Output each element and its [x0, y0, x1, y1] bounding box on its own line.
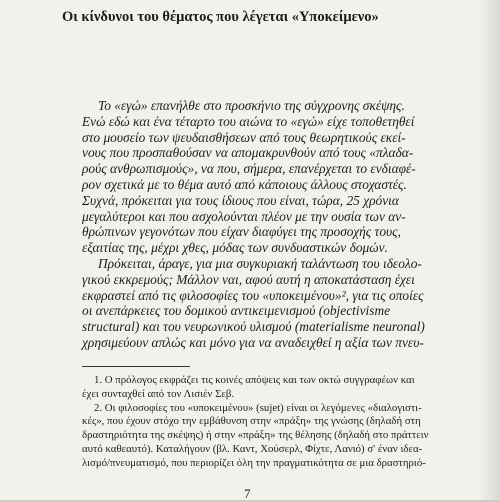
body-line: γικού εκκρεμούς; Μάλλον ναι, αφού αυτή η αποκατάσταση έχει	[82, 271, 415, 287]
page-number: 7	[244, 486, 251, 501]
footnote-line: 1. Ο πρόλογος εκφράζει τις κοινές απόψεις και των οκτώ συγγραφέων και	[94, 374, 415, 386]
footnote-line: 2. Οι φιλοσοφίες του «υποκειμένου» (sujet) είναι οι λεγόμενες «διαλογιστι-	[94, 401, 422, 414]
footnote-line: κές», που έχουν στόχο την εμβάθυνση στην «πράξη» της γνώσης (δηλαδή στη	[82, 415, 421, 428]
body-line: Συχνά, πρόκειται για τους ίδιους που είναι, τώρα, 25 χρόνια	[82, 192, 399, 208]
body-line: Το «εγώ» επανήλθε στο προσκήνιο της σύγχρονης σκέψης.	[98, 98, 405, 113]
footnote-line: έχει συνταχθεί από τον Λισιέν Σεβ.	[82, 387, 235, 400]
body-line: στο μουσείο των ψευδαισθήσεων από τους θεωρητικούς εκεί-	[82, 129, 406, 145]
body-line: structural) και του νευρωνικού υλισμού (materialisme neuronal)	[82, 319, 425, 335]
body-line: εκφραστεί από τις φιλοσοφίες του «υποκειμένου»², για τις οποίες	[82, 287, 424, 303]
body-line: ρον σχετικά με το θέμα αυτό από κάποιους άλλους στοχαστές.	[82, 176, 407, 192]
body-line: νους που προσπαθούσαν να απομακρυνθούν από τους «πλαδα-	[82, 145, 414, 161]
body-line: οι ανεπάρκειες του δομικού αντικειμενισμού (objectivisme	[82, 303, 391, 319]
body-text	[82, 98, 454, 351]
body-line: χρησιμεύουν απλώς και μόνο για να αναδειχθεί η αξία των πνευ-	[82, 334, 424, 350]
body-line: Ενώ εδώ και ένα τέταρτο του αιώνα το «εγώ» είχε τοποθετηθεί	[82, 113, 415, 129]
footnotes	[82, 374, 462, 471]
footnote-line: αυτό καθεαυτό). Καταλήγουν (βλ. Καντ, Χούσερλ, Φίχτε, Λανιό) σ' έναν ιδεα-	[82, 442, 423, 455]
body-line: εξαιτίας της, μέχρι χθες, μόδας των συνδυαστικών δομών.	[82, 240, 388, 256]
footnote-line: λισμό/πνευματισμό, που περιορίζει όλη την πραγματικότητα σε μια δραστηριό-	[82, 456, 426, 469]
body-line: ρούς ανθρωπισμούς», να που, σήμερα, επανέρχεται το ενδιαφέ-	[82, 161, 416, 177]
chapter-title: Οι κίνδυνοι του θέματος που λέγεται «Υποκείμενο»	[62, 9, 379, 25]
body-line: θρώπινων γεγονότων που είχαν διαφύγει της προσοχής τους,	[82, 224, 401, 240]
footnote-line: δραστηριότητα της σκέψης) ή στην «πράξη» της θέλησης (δηλαδή στο πράττειν	[82, 429, 429, 442]
body-line: Πρόκειται, άραγε, για μια συγκυριακή ταλάντωση του ιδεολο-	[98, 255, 422, 271]
body-line: μεγαλύτεροι και που ασχολούνται πλέον με την ουσία των αν-	[82, 208, 406, 224]
page-edge-shadow	[478, 0, 500, 500]
footnote-separator	[82, 366, 190, 367]
